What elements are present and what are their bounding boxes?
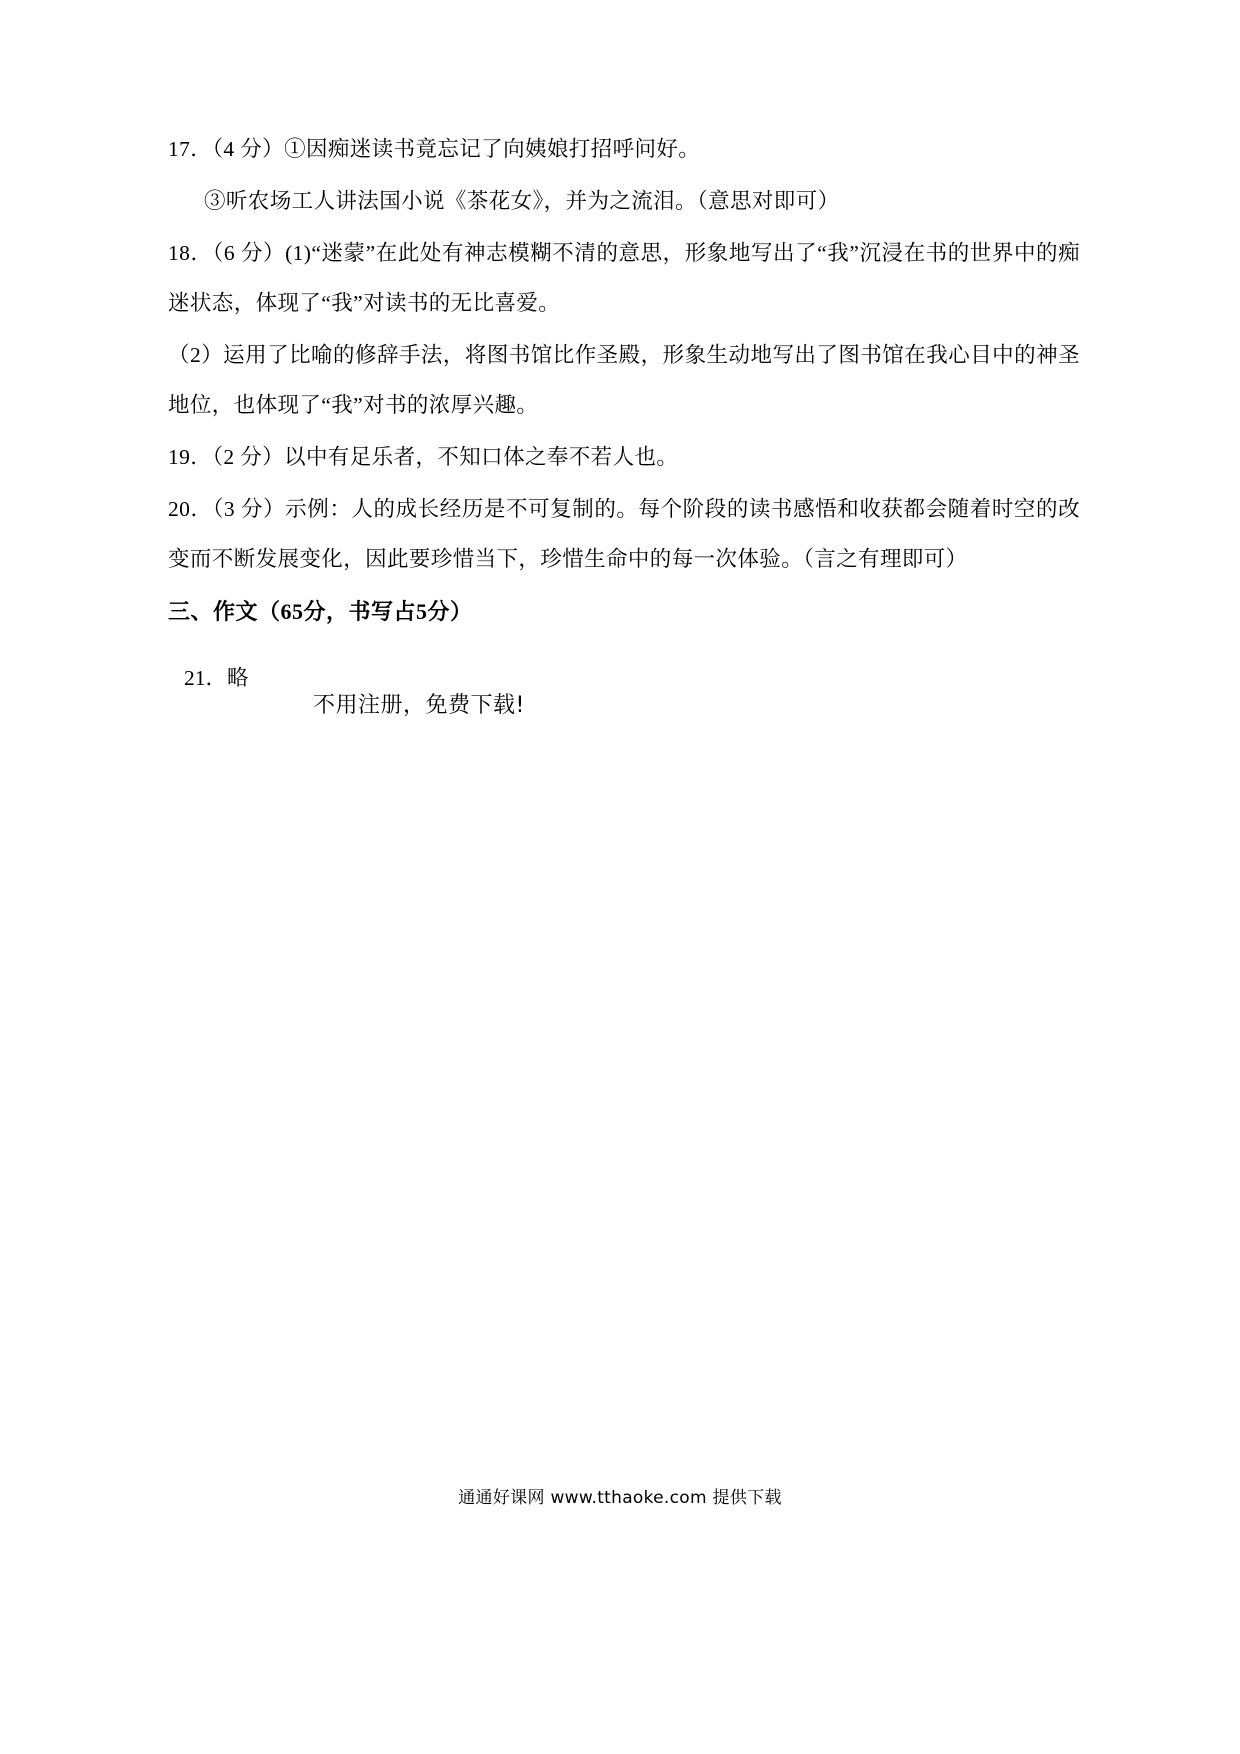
answer-item-17-line-2: ③听农场工人讲法国小说《茶花女》，并为之流泪。（意思对即可） <box>204 189 840 213</box>
promo-text: 不用注册，免费下载! <box>313 693 525 718</box>
answer-item-18-line-2: （2）运用了比喻的修辞手法，将图书馆比作圣殿，形象生动地写出了图书馆在我心目中的神圣地位，也体现了“我”对书的浓厚兴趣。 <box>168 343 1080 417</box>
answer-item-20: 20．（3 分）示例：人的成长经历是不可复制的。每个阶段的读书感悟和收获都会随着时空的改变而不断发展变化，因此要珍惜当下，珍惜生命中的每一次体验。（言之有理即可） <box>168 497 1080 571</box>
answer-item-21: 21．略 <box>184 665 249 690</box>
answer-item-17-line-1: 17．（4 分）①因痴迷读书竟忘记了向姨娘打招呼问好。 <box>168 137 701 161</box>
answer-key-content <box>168 124 1080 721</box>
section-heading-composition: 三、作文（65分，书写占5分） <box>168 599 473 624</box>
answer-item-18-line-1: 18．（6 分）(1)“迷蒙”在此处有神志模糊不清的意思，形象地写出了“我”沉浸在书的世界中的痴迷状态，体现了“我”对读书的无比喜爱。 <box>168 241 1080 315</box>
answer-item-19: 19．（2 分）以中有足乐者，不知口体之奉不若人也。 <box>168 445 679 469</box>
page-footer: 通通好课网 www.tthaoke.com 提供下载 <box>458 1488 782 1508</box>
